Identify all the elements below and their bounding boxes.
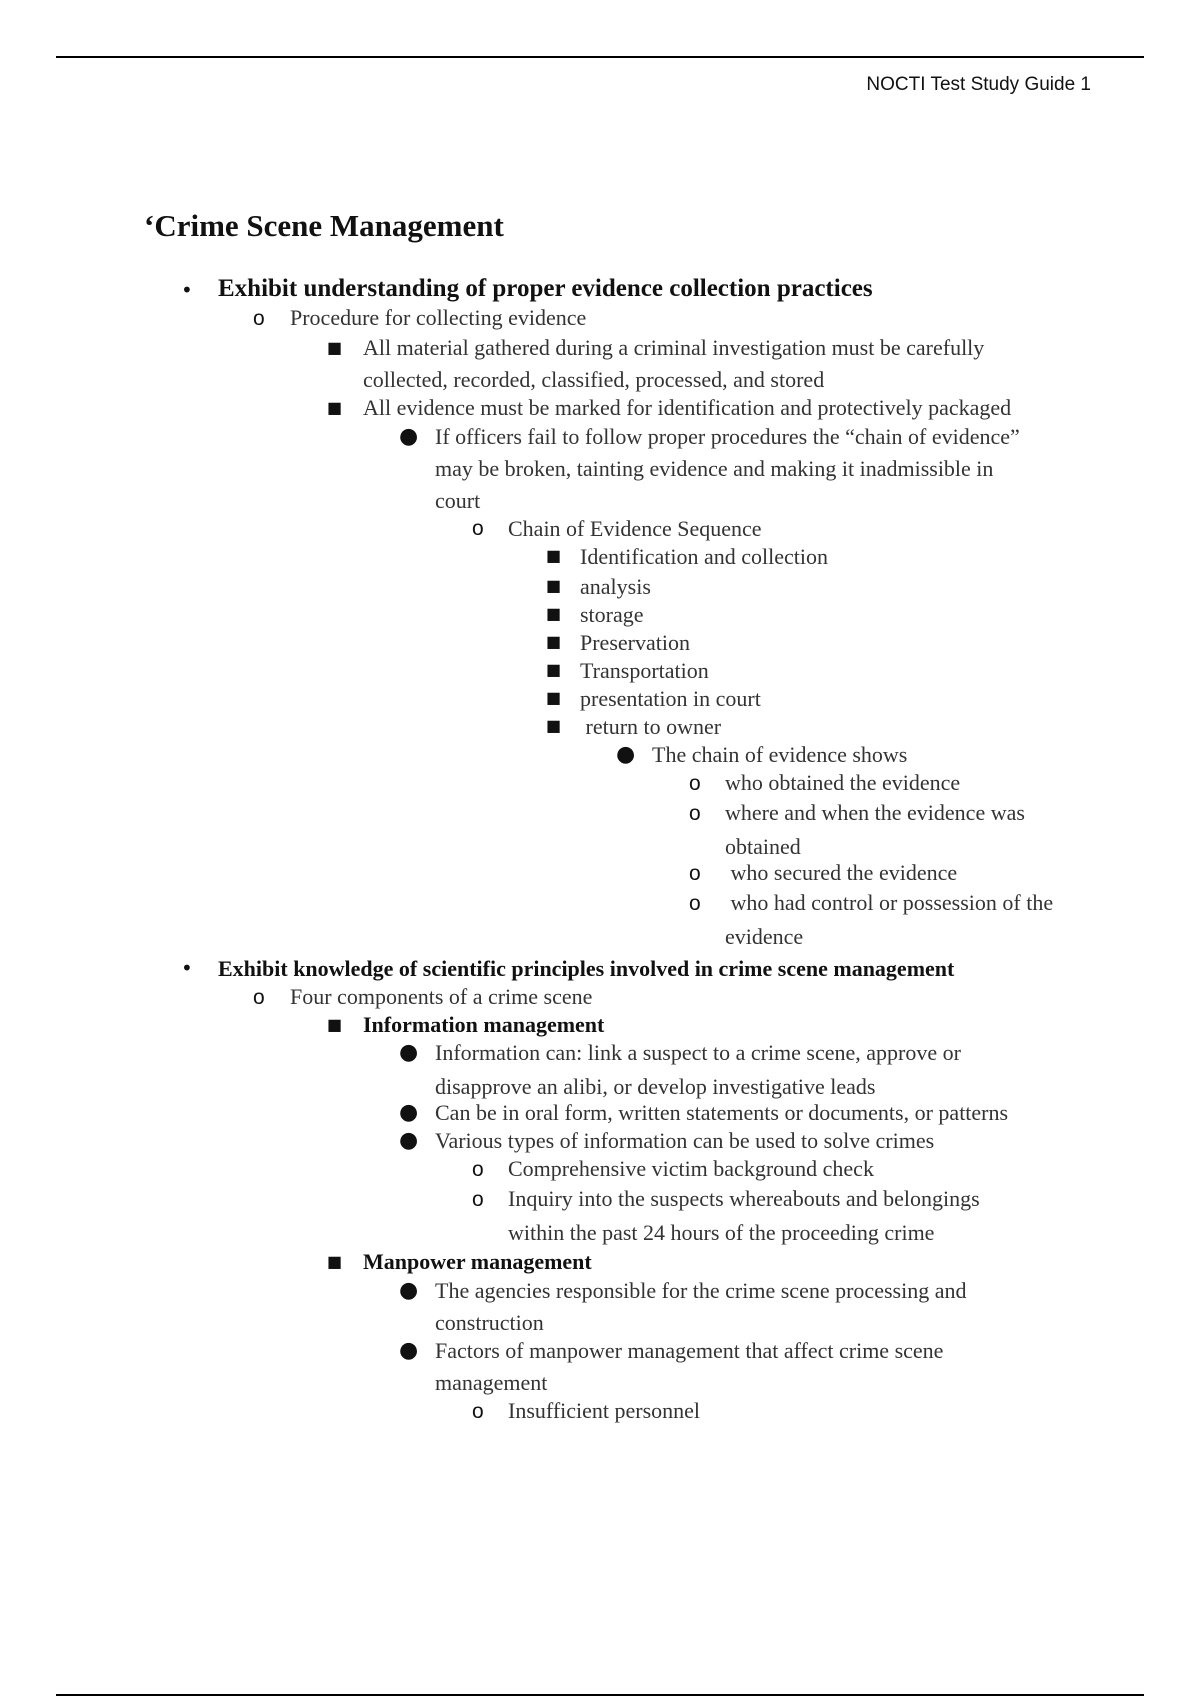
running-header: NOCTI Test Study Guide 1 xyxy=(866,74,1091,95)
bullet-filled-circle-icon: ● xyxy=(399,1040,419,1065)
list-item: Can be in oral form, written statements or documents, or patterns xyxy=(435,1100,1009,1125)
sequence-item: Transportation xyxy=(580,658,709,683)
sequence-item: Identification and collection xyxy=(580,544,829,569)
list-item: Information can: link a suspect to a crime scene, approve or xyxy=(435,1040,961,1065)
bullet-square-icon: ■ xyxy=(327,398,343,417)
bullet-dot-icon: • xyxy=(181,278,193,302)
bullet-square-icon: ■ xyxy=(546,546,562,565)
sequence-item: analysis xyxy=(580,574,651,599)
bullet-filled-circle-icon: ● xyxy=(399,1338,419,1363)
list-item-continuation: within the past 24 hours of the proceeding crime xyxy=(508,1220,935,1245)
bullet-filled-circle-icon: ● xyxy=(399,1278,419,1303)
list-item-continuation: disapprove an alibi, or develop investigative leads xyxy=(435,1074,876,1099)
bullet-circle-icon: o xyxy=(472,517,484,540)
bullet-circle-icon: o xyxy=(689,772,701,795)
bullet-square-icon: ■ xyxy=(546,632,562,651)
sequence-item: storage xyxy=(580,602,644,627)
section-heading: Exhibit understanding of proper evidence collection practices xyxy=(218,275,873,302)
list-item: where and when the evidence was xyxy=(725,800,1025,825)
list-item-continuation: may be broken, tainting evidence and making it inadmissible in xyxy=(435,456,994,481)
page-title: ‘Crime Scene Management xyxy=(144,208,504,243)
list-item: who obtained the evidence xyxy=(725,770,961,795)
bullet-square-icon: ■ xyxy=(546,604,562,623)
list-item: Inquiry into the suspects whereabouts and belongings xyxy=(508,1186,980,1211)
header-rule xyxy=(56,56,1144,58)
bullet-circle-icon: o xyxy=(472,1158,484,1181)
sequence-item: presentation in court xyxy=(580,686,761,711)
bullet-circle-icon: o xyxy=(472,1400,484,1423)
list-item: The agencies responsible for the crime scene processing and xyxy=(435,1278,967,1303)
list-item-continuation: management xyxy=(435,1370,548,1395)
bullet-square-icon: ■ xyxy=(546,660,562,679)
bullet-circle-icon: o xyxy=(689,892,701,915)
list-item: who secured the evidence xyxy=(725,860,958,885)
list-item: Procedure for collecting evidence xyxy=(290,305,587,330)
list-item-continuation: collected, recorded, classified, processed, and stored xyxy=(363,367,825,392)
bullet-circle-icon: o xyxy=(689,802,701,825)
sequence-item: return to owner xyxy=(580,714,722,739)
list-item-continuation: obtained xyxy=(725,834,801,859)
bullet-filled-circle-icon: ● xyxy=(399,1128,419,1153)
bullet-square-icon: ■ xyxy=(546,716,562,735)
component-label: Manpower management xyxy=(363,1249,592,1274)
bullet-circle-icon: o xyxy=(472,1188,484,1211)
bullet-square-icon: ■ xyxy=(327,338,343,357)
list-item: Insufficient personnel xyxy=(508,1398,701,1423)
list-item: who had control or possession of the xyxy=(725,890,1054,915)
list-item: If officers fail to follow proper procedures the “chain of evidence” xyxy=(435,424,1020,449)
list-item: All evidence must be marked for identification and protectively packaged xyxy=(363,395,1012,420)
bullet-square-icon: ■ xyxy=(327,1015,343,1034)
footer-rule xyxy=(56,1694,1144,1696)
bullet-circle-icon: o xyxy=(253,307,265,330)
bullet-filled-circle-icon: ● xyxy=(399,424,419,449)
bullet-circle-icon: o xyxy=(253,986,265,1009)
sequence-item: Preservation xyxy=(580,630,690,655)
list-item: Four components of a crime scene xyxy=(290,984,593,1009)
component-label: Information management xyxy=(363,1012,605,1037)
bullet-square-icon: ■ xyxy=(327,1252,343,1271)
list-item: All material gathered during a criminal investigation must be carefully xyxy=(363,335,985,360)
list-item-continuation: construction xyxy=(435,1310,544,1335)
list-item: Various types of information can be used to solve crimes xyxy=(435,1128,935,1153)
section-heading: Exhibit knowledge of scientific principles involved in crime scene management xyxy=(218,956,955,981)
list-item-continuation: evidence xyxy=(725,924,804,949)
list-item: Chain of Evidence Sequence xyxy=(508,516,762,541)
bullet-filled-circle-icon: ● xyxy=(399,1100,419,1125)
bullet-square-icon: ■ xyxy=(546,576,562,595)
list-item: Factors of manpower management that affect crime scene xyxy=(435,1338,944,1363)
list-item: The chain of evidence shows xyxy=(652,742,908,767)
list-item-continuation: court xyxy=(435,488,481,513)
bullet-circle-icon: o xyxy=(689,862,701,885)
bullet-dot-icon: • xyxy=(181,956,193,980)
list-item: Comprehensive victim background check xyxy=(508,1156,874,1181)
bullet-filled-circle-icon: ● xyxy=(616,742,636,767)
bullet-square-icon: ■ xyxy=(546,688,562,707)
